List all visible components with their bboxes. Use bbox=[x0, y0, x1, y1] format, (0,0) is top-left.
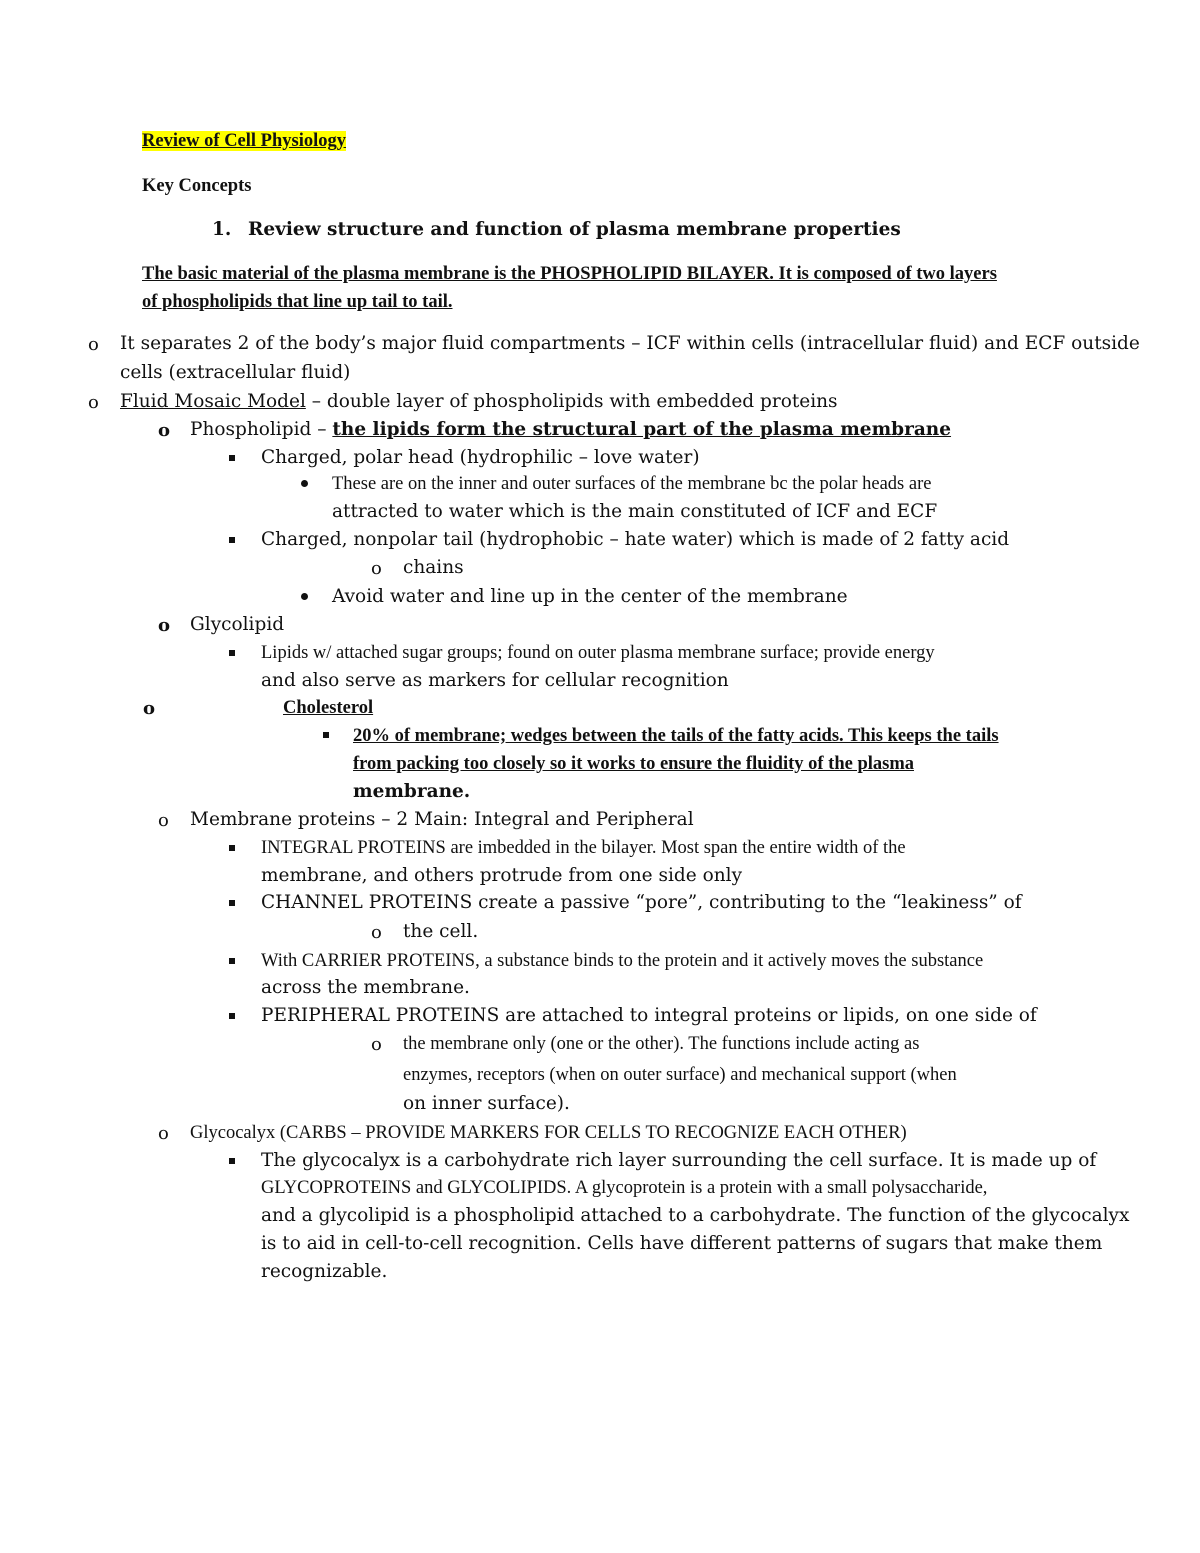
cholesterol-line-3: membrane. bbox=[353, 781, 471, 802]
polar-head-line: Charged, polar head (hydrophilic – love water) bbox=[261, 447, 700, 468]
square-bullet bbox=[323, 732, 329, 738]
phospholipid-line bbox=[190, 419, 951, 441]
intro-line-1: The basic material of the plasma membrane is the PHOSPHOLIPID BILAYER. It is composed of two layers bbox=[142, 264, 997, 284]
bullet-o-marker: o bbox=[158, 1123, 169, 1144]
peripheral-line-4: on inner surface). bbox=[403, 1093, 570, 1114]
carrier-line-1: With CARRIER PROTEINS, a substance binds to the protein and it actively moves the substance bbox=[261, 951, 984, 971]
integral-line-2: membrane, and others protrude from one side only bbox=[261, 865, 743, 886]
polar-detail-line-1: These are on the inner and outer surfaces of the membrane bc the polar heads are bbox=[332, 474, 932, 494]
cholesterol-line-1: 20% of membrane; wedges between the tails of the fatty acids. This keeps the tails bbox=[353, 726, 999, 746]
integral-line-1: INTEGRAL PROTEINS are imbedded in the bilayer. Most span the entire width of the bbox=[261, 838, 906, 858]
channel-line-1: CHANNEL PROTEINS create a passive “pore”, contributing to the “leakiness” of bbox=[261, 892, 1022, 913]
title-highlight: Review of Cell Physiology bbox=[142, 131, 346, 151]
square-bullet bbox=[229, 650, 235, 656]
bullet-o-marker: o bbox=[158, 810, 169, 831]
peripheral-line-1: PERIPHERAL PROTEINS are attached to integral proteins or lipids, on one side of bbox=[261, 1005, 1037, 1026]
fluid-mosaic-line bbox=[120, 391, 838, 413]
peripheral-line-3: enzymes, receptors (when on outer surface) and mechanical support (when bbox=[403, 1065, 957, 1085]
bullet-o-marker: o bbox=[158, 420, 171, 441]
glycocalyx-line-3: and a glycolipid is a phospholipid attached to a carbohydrate. The function of the glycocalyx bbox=[261, 1205, 1130, 1226]
round-bullet bbox=[301, 593, 308, 600]
intro-line-2: of phospholipids that line up tail to tail. bbox=[142, 292, 453, 312]
chains-line: chains bbox=[403, 557, 464, 578]
round-bullet bbox=[301, 480, 308, 487]
glycocalyx-line-5: recognizable. bbox=[261, 1261, 388, 1282]
bullet-o-marker: o bbox=[88, 334, 99, 355]
fluid-mosaic-rest: – double layer of phospholipids with embedded proteins bbox=[305, 391, 838, 412]
nonpolar-tail-line: Charged, nonpolar tail (hydrophobic – hate water) which is made of 2 fatty acid bbox=[261, 529, 1010, 550]
square-bullet bbox=[229, 537, 235, 543]
polar-detail-line-2: attracted to water which is the main constituted of ICF and ECF bbox=[332, 501, 938, 522]
glycolipid-detail-2: and also serve as markers for cellular recognition bbox=[261, 670, 729, 691]
peripheral-line-2: the membrane only (one or the other). The functions include acting as bbox=[403, 1034, 920, 1054]
cholesterol-heading: Cholesterol bbox=[283, 698, 374, 718]
separates-line-1: It separates 2 of the body’s major fluid compartments – ICF within cells (intracellular fluid) and ECF outside bbox=[120, 333, 1140, 354]
square-bullet bbox=[229, 1013, 235, 1019]
phospholipid-label: Phospholipid – bbox=[190, 419, 333, 440]
key-concepts-heading: Key Concepts bbox=[142, 176, 252, 196]
square-bullet bbox=[229, 455, 235, 461]
glycolipid-heading: Glycolipid bbox=[190, 614, 285, 635]
square-bullet bbox=[229, 900, 235, 906]
carrier-line-2: across the membrane. bbox=[261, 977, 470, 998]
bullet-o-marker: o bbox=[371, 922, 382, 943]
glycocalyx-line-1: The glycocalyx is a carbohydrate rich layer surrounding the cell surface. It is made up of bbox=[261, 1150, 1097, 1171]
avoid-water-line: Avoid water and line up in the center of the membrane bbox=[332, 586, 848, 607]
phospholipid-definition: the lipids form the structural part of the plasma membrane bbox=[332, 419, 952, 440]
bullet-o-marker: o bbox=[371, 558, 382, 579]
channel-line-2: the cell. bbox=[403, 921, 479, 942]
glycocalyx-heading: Glycocalyx (CARBS – PROVIDE MARKERS FOR CELLS TO RECOGNIZE EACH OTHER) bbox=[190, 1123, 907, 1143]
page-title bbox=[142, 130, 346, 152]
glycocalyx-line-2: GLYCOPROTEINS and GLYCOLIPIDS. A glycoprotein is a protein with a small polysaccharide, bbox=[261, 1178, 988, 1198]
bullet-o-marker: o bbox=[143, 698, 156, 719]
bullet-o-marker: o bbox=[88, 392, 99, 413]
square-bullet bbox=[229, 958, 235, 964]
numbered-item-text: Review structure and function of plasma membrane properties bbox=[248, 219, 901, 240]
glycolipid-detail-1: Lipids w/ attached sugar groups; found on outer plasma membrane surface; provide energy bbox=[261, 643, 935, 663]
square-bullet bbox=[229, 1158, 235, 1164]
membrane-proteins-heading: Membrane proteins – 2 Main: Integral and Peripheral bbox=[190, 809, 694, 830]
fluid-mosaic-label: Fluid Mosaic Model bbox=[120, 391, 306, 412]
bullet-o-marker: o bbox=[371, 1034, 382, 1055]
glycocalyx-line-4: is to aid in cell-to-cell recognition. Cells have different patterns of sugars that make them bbox=[261, 1233, 1103, 1254]
separates-line-2: cells (extracellular fluid) bbox=[120, 362, 351, 383]
numbered-item-number: 1. bbox=[212, 219, 232, 240]
cholesterol-line-2: from packing too closely so it works to ensure the fluidity of the plasma bbox=[353, 754, 914, 774]
square-bullet bbox=[229, 845, 235, 851]
bullet-o-marker: o bbox=[158, 615, 171, 636]
